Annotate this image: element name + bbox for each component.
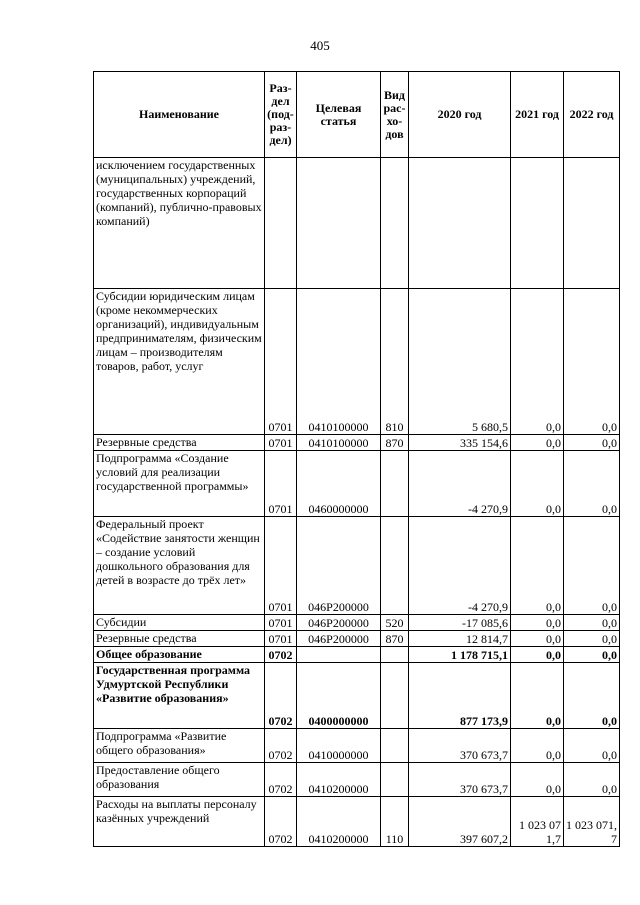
cell-expense-type (381, 729, 409, 763)
cell-2021: 1 023 071,7 (511, 797, 564, 847)
cell-expense-type: 810 (381, 289, 409, 435)
cell-section: 0701 (265, 435, 297, 451)
cell-name: Резервные средства (94, 435, 265, 451)
cell-section: 0701 (265, 631, 297, 647)
cell-name: Государственная программа Удмуртской Республики «Развитие образования» (94, 663, 265, 729)
cell-2022: 0,0 (564, 289, 620, 435)
header-name: Наименование (94, 72, 265, 158)
cell-2021: 0,0 (511, 647, 564, 663)
cell-2020: 397 607,2 (409, 797, 511, 847)
cell-section: 0701 (265, 615, 297, 631)
table-row (94, 451, 620, 517)
table-row (94, 517, 620, 615)
cell-2020: 335 154,6 (409, 435, 511, 451)
cell-2021: 0,0 (511, 451, 564, 517)
cell-section: 0701 (265, 289, 297, 435)
cell-article: 0410000000 (297, 729, 381, 763)
cell-article (297, 647, 381, 663)
cell-section: 0702 (265, 663, 297, 729)
cell-article: 0460000000 (297, 451, 381, 517)
cell-2022: 1 023 071,7 (564, 797, 620, 847)
header-2021: 2021 год (511, 72, 564, 158)
cell-article: 0410200000 (297, 797, 381, 847)
cell-expense-type: 870 (381, 435, 409, 451)
cell-expense-type (381, 451, 409, 517)
header-expense-type: Вид рас- хо- дов (381, 72, 409, 158)
cell-expense-type (381, 647, 409, 663)
cell-article: 046P200000 (297, 517, 381, 615)
cell-2022: 0,0 (564, 663, 620, 729)
cell-article: 046P200000 (297, 631, 381, 647)
cell-2020: -17 085,6 (409, 615, 511, 631)
cell-2021: 0,0 (511, 763, 564, 797)
table-row (94, 631, 620, 647)
cell-name: Федеральный проект «Содействие занятости женщин – создание условий дошкольного образования для детей в возрасте до трёх лет» (94, 517, 265, 615)
cell-expense-type (381, 158, 409, 289)
table-row (94, 289, 620, 435)
cell-name: Общее образование (94, 647, 265, 663)
cell-article: 0410100000 (297, 289, 381, 435)
cell-expense-type (381, 663, 409, 729)
cell-name: Подпрограмма «Создание условий для реализации государственной программы» (94, 451, 265, 517)
header-article: Целевая статья (297, 72, 381, 158)
table-row (94, 615, 620, 631)
cell-name: Субсидии (94, 615, 265, 631)
cell-2021: 0,0 (511, 729, 564, 763)
table-body (94, 158, 620, 847)
table-row (94, 763, 620, 797)
cell-expense-type (381, 517, 409, 615)
page-number: 405 (310, 38, 330, 53)
cell-article: 046P200000 (297, 615, 381, 631)
cell-2022: 0,0 (564, 729, 620, 763)
cell-article: 0410200000 (297, 763, 381, 797)
cell-2022: 0,0 (564, 435, 620, 451)
table-row (94, 797, 620, 847)
cell-section: 0702 (265, 797, 297, 847)
cell-2022: 0,0 (564, 615, 620, 631)
cell-2021: 0,0 (511, 289, 564, 435)
cell-2021: 0,0 (511, 663, 564, 729)
cell-2020 (409, 158, 511, 289)
cell-name: Подпрограмма «Развитие общего образования» (94, 729, 265, 763)
cell-2020: 1 178 715,1 (409, 647, 511, 663)
cell-article: 0410100000 (297, 435, 381, 451)
table-row (94, 663, 620, 729)
cell-2021: 0,0 (511, 615, 564, 631)
cell-2022: 0,0 (564, 451, 620, 517)
table-row (94, 158, 620, 289)
cell-expense-type: 110 (381, 797, 409, 847)
cell-section: 0701 (265, 451, 297, 517)
table-row (94, 435, 620, 451)
table-row (94, 729, 620, 763)
cell-2021 (511, 158, 564, 289)
cell-name: Субсидии юридическим лицам (кроме некоммерческих организаций), индивидуальным предпринимателям, физическим лицам – производителям товаров, работ, услуг (94, 289, 265, 435)
cell-2020: -4 270,9 (409, 517, 511, 615)
cell-section: 0701 (265, 517, 297, 615)
table-row (94, 647, 620, 663)
cell-2020: 370 673,7 (409, 763, 511, 797)
cell-2020: 877 173,9 (409, 663, 511, 729)
cell-2022 (564, 158, 620, 289)
cell-section (265, 158, 297, 289)
header-2022: 2022 год (564, 72, 620, 158)
header-2020: 2020 год (409, 72, 511, 158)
cell-2020: 370 673,7 (409, 729, 511, 763)
budget-table (93, 71, 620, 847)
cell-article (297, 158, 381, 289)
cell-expense-type (381, 763, 409, 797)
cell-2022: 0,0 (564, 517, 620, 615)
cell-article: 0400000000 (297, 663, 381, 729)
cell-name: Предоставление общего образования (94, 763, 265, 797)
cell-2021: 0,0 (511, 435, 564, 451)
cell-expense-type: 870 (381, 631, 409, 647)
cell-section: 0702 (265, 647, 297, 663)
cell-name: Расходы на выплаты персоналу казённых учреждений (94, 797, 265, 847)
header-section: Раз- дел (под- раз- дел) (265, 72, 297, 158)
cell-2020: 12 814,7 (409, 631, 511, 647)
cell-section: 0702 (265, 729, 297, 763)
cell-2021: 0,0 (511, 517, 564, 615)
cell-2022: 0,0 (564, 763, 620, 797)
cell-name: Резервные средства (94, 631, 265, 647)
cell-2022: 0,0 (564, 631, 620, 647)
table-header-row (94, 72, 620, 158)
cell-2020: 5 680,5 (409, 289, 511, 435)
cell-2022: 0,0 (564, 647, 620, 663)
cell-section: 0702 (265, 763, 297, 797)
cell-2021: 0,0 (511, 631, 564, 647)
cell-name: исключением государственных (муниципальных) учреждений, государственных корпораций (компаний), публично-правовых компаний) (94, 158, 265, 289)
cell-2020: -4 270,9 (409, 451, 511, 517)
cell-expense-type: 520 (381, 615, 409, 631)
